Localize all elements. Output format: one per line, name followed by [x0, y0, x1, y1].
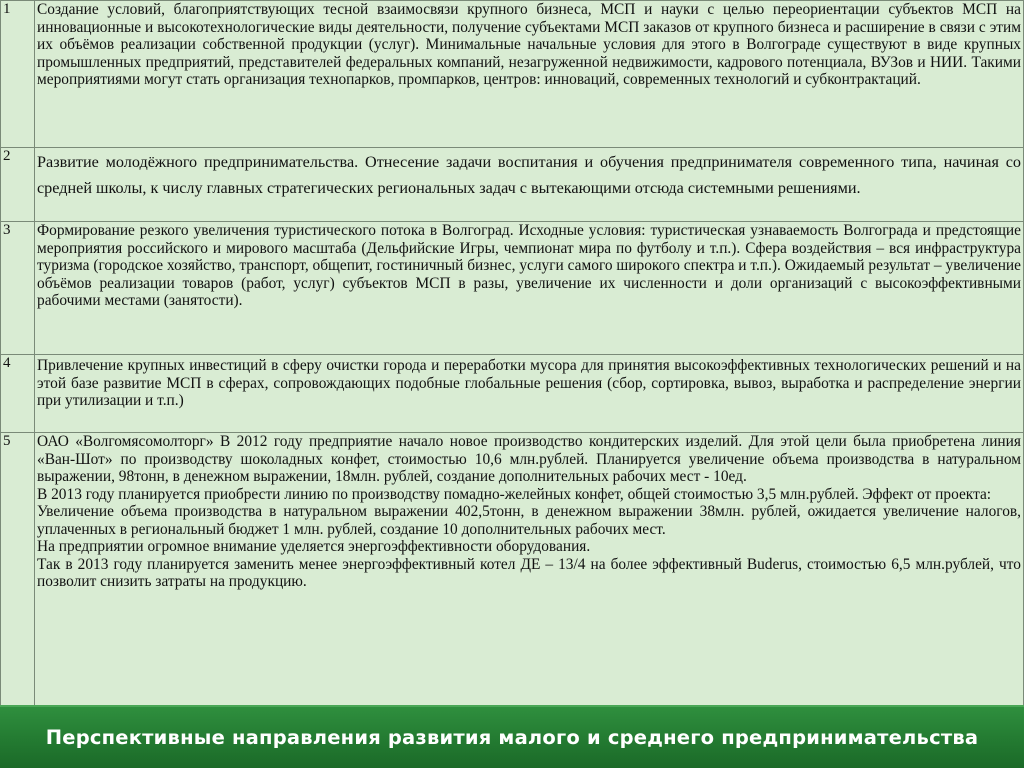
row-paragraph: Создание условий, благоприятствующих тесной взаимосвязи крупного бизнеса, МСП и науки с целью переориентации субъектов МСП на инновационные и высокотехнологические виды деятельности, получение субъектами МСП заказов от крупного бизнеса и расширение в связи с этим их объёмов реализации собственной продукции (услуг). Минимальные начальные условия для этого в Волгограде существуют в виде крупных промышленных предприятий, представителей федеральных компаний, незагруженной недвижимости, кадрового потенциала, ВУЗов и НИИ. Такими мероприятиями могут стать организация технопарков, промпарков, центров: инноваций, современных технологий и субконтрактаций. — [37, 1, 1021, 88]
row-text — [35, 433, 1024, 709]
row-number: 4 — [1, 355, 35, 433]
row-text — [35, 222, 1024, 355]
row-paragraph: На предприятии огромное внимание уделяется энергоэффективности оборудования. — [37, 538, 591, 555]
table-row — [1, 148, 1024, 222]
title-banner — [0, 705, 1024, 768]
row-paragraph: Развитие молодёжного предпринимательства. Отнесение задачи воспитания и обучения предпринимателя современного типа, начиная со средней школы, к числу главных стратегических региональных задач с вытекающими отсюда системными решениями. — [37, 153, 1021, 197]
slide-title: Перспективные направления развития малого и среднего предпринимательства — [45, 726, 979, 749]
row-paragraph: Формирование резкого увеличения туристического потока в Волгоград. Исходные условия: туристическая узнаваемость Волгограда и предстоящие мероприятия российского и мирового масштаба (Дельфийские Игры, чемпионат мира по футболу и т.п.). Сфера воздействия – вся инфраструктура туризма (городское хозяйство, транспорт, общепит, гостиничный бизнес, услуги самого широкого спектра и т.п.). Ожидаемый результат – увеличение объёмов реализации товаров (работ, услуг) субъектов МСП в разы, увеличение их численности и доли организаций с высокоэффективными рабочими местами (занятости). — [37, 222, 1021, 309]
row-paragraph: Привлечение крупных инвестиций в сферу очистки города и переработки мусора для принятия высокоэффективных технологических решений и на этой базе развитие МСП в сферах, сопровождающих подобные глобальные решения (сбор, сортировка, вывоз, выработка и распределение энергии при утилизации и т.п.) — [37, 357, 1021, 409]
row-number: 3 — [1, 222, 35, 355]
row-paragraph: Увеличение объема производства в натуральном выражении 402,5тонн, в денежном выражении 38млн. рублей, ожидается увеличение налогов, уплаченных в региональный бюджет 1 млн. рублей, создание 10 дополнительных рабочих мест. — [37, 503, 1021, 538]
table-row — [1, 433, 1024, 709]
table-row — [1, 355, 1024, 433]
row-text — [35, 1, 1024, 148]
row-number: 5 — [1, 433, 35, 709]
row-paragraph: Так в 2013 году планируется заменить менее энергоэффективный котел ДЕ – 13/4 на более эффективный Buderus, стоимостью 6,5 млн.рублей, что позволит снизить затраты на продукцию. — [37, 555, 1021, 590]
row-number: 1 — [1, 1, 35, 148]
table-row — [1, 222, 1024, 355]
row-paragraph: ОАО «Волгомясомолторг» В 2012 году предприятие начало новое производство кондитерских изделий. Для этой цели была приобретена линия «Ван-Шот» по производству шоколадных конфет, стоимостью 10,6 млн.рублей. Планируется увеличение объема производства в натуральном выражении, 98тонн, в денежном выражении, 18млн. рублей, создание дополнительных рабочих мест - 10ед. — [37, 433, 1021, 485]
table-row — [1, 1, 1024, 148]
row-number: 2 — [1, 148, 35, 222]
row-text — [35, 355, 1024, 433]
row-text — [35, 148, 1024, 222]
row-paragraph: В 2013 году планируется приобрести линию по производству помадно-желейных конфет, общей стоимостью 3,5 млн.рублей. Эффект от проекта: — [37, 485, 992, 503]
